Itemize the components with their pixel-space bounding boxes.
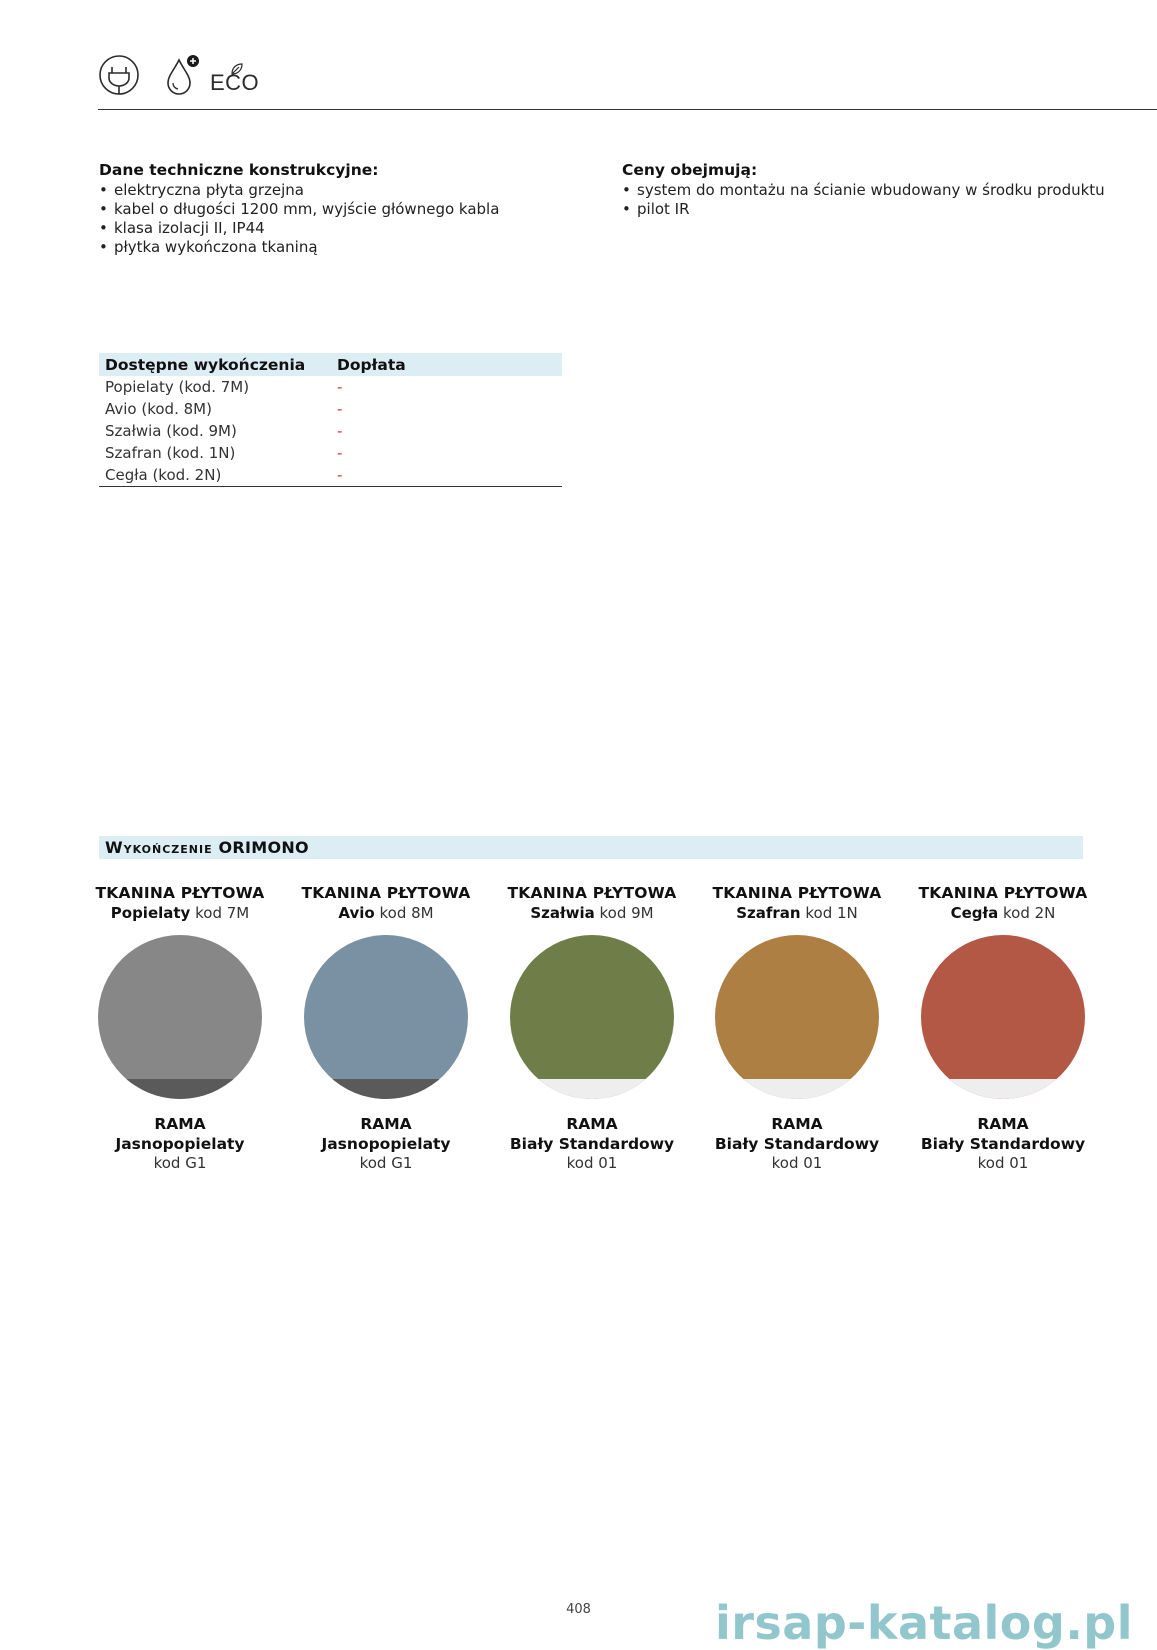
section-title — [105, 838, 309, 857]
swatch-code: kod 1N — [805, 904, 858, 922]
watermark: irsap-katalog.pl — [714, 1596, 1133, 1650]
swatch-card — [697, 883, 897, 1173]
section-title-suffix: ORIMONO — [218, 838, 309, 857]
frame-fill — [303, 1079, 469, 1100]
prices-list — [622, 181, 1105, 219]
water-drop-plus-icon — [162, 52, 202, 102]
swatch-name-line — [286, 903, 486, 923]
list-item: • klasa izolacji II, IP44 — [99, 219, 499, 238]
frame-fill — [97, 1079, 263, 1100]
page-number: 408 — [566, 1602, 591, 1617]
swatch-name-line — [80, 903, 280, 923]
header-divider — [98, 109, 1157, 110]
fabric-fill — [303, 934, 469, 1100]
swatch-card — [492, 883, 692, 1173]
list-item: • płytka wykończona tkaniną — [99, 238, 499, 257]
frame-code: kod 01 — [771, 1154, 823, 1172]
swatch-name-line — [697, 903, 897, 923]
table-row — [99, 464, 562, 487]
swatch-circle — [920, 934, 1086, 1100]
list-item: • system do montażu na ścianie wbudowany w środku produktu — [622, 181, 1105, 200]
swatch-code: kod 7M — [195, 904, 250, 922]
frame-label: RAMA — [566, 1115, 618, 1133]
prices-include — [622, 161, 1105, 219]
header-icons — [98, 52, 259, 102]
technical-data — [99, 161, 499, 257]
frame-label: RAMA — [360, 1115, 412, 1133]
header-finishes: Dostępne wykończenia — [99, 353, 331, 376]
frame-fill — [714, 1079, 880, 1100]
swatch-name: Cegła — [950, 904, 999, 922]
swatch-name: Popielaty — [110, 904, 191, 922]
finish-section-bar — [99, 836, 1083, 859]
swatch-card — [903, 883, 1103, 1173]
technical-list — [99, 181, 499, 257]
swatch-name: Szałwia — [530, 904, 595, 922]
frame-fill — [509, 1079, 675, 1100]
fabric-fill — [920, 934, 1086, 1100]
swatch-circle — [303, 934, 469, 1100]
finish-price: - — [337, 400, 343, 418]
finish-name: Szałwia (kod. 9M) — [105, 422, 237, 440]
table-header-row — [99, 353, 562, 376]
table-row — [99, 420, 562, 442]
finish-price: - — [337, 378, 343, 396]
frame-fill — [920, 1079, 1086, 1100]
swatch-name-line — [903, 903, 1103, 923]
swatch-type: TKANINA PŁYTOWA — [301, 884, 471, 902]
list-item: • pilot IR — [622, 200, 1105, 219]
header-surcharge: Dopłata — [331, 353, 562, 376]
table-row — [99, 398, 562, 420]
finish-price: - — [337, 444, 343, 462]
frame-code: kod 01 — [977, 1154, 1029, 1172]
eco-label — [210, 70, 259, 96]
finish-name: Avio (kod. 8M) — [105, 400, 212, 418]
table-row — [99, 376, 562, 398]
fabric-fill — [97, 934, 263, 1100]
swatch-card — [80, 883, 280, 1173]
frame-label: RAMA — [771, 1115, 823, 1133]
swatch-card — [286, 883, 486, 1173]
table-row — [99, 442, 562, 464]
finish-name: Popielaty (kod. 7M) — [105, 378, 250, 396]
swatch-type: TKANINA PŁYTOWA — [918, 884, 1088, 902]
swatch-code: kod 2N — [1003, 904, 1056, 922]
swatch-type: TKANINA PŁYTOWA — [507, 884, 677, 902]
swatch-name-line — [492, 903, 692, 923]
plug-icon — [98, 53, 140, 101]
section-title-prefix: Wykończenie — [105, 838, 213, 857]
finish-name: Cegła (kod. 2N) — [99, 464, 331, 487]
swatch-name: Szafran — [736, 904, 801, 922]
frame-label: RAMA — [977, 1115, 1029, 1133]
frame-name: Biały Standardowy — [714, 1135, 880, 1153]
frame-code: kod G1 — [153, 1154, 207, 1172]
swatch-code: kod 9M — [599, 904, 654, 922]
swatch-circle — [97, 934, 263, 1100]
swatch-name: Avio — [338, 904, 375, 922]
frame-name: Jasnopopielaty — [115, 1135, 245, 1153]
swatch-circle — [509, 934, 675, 1100]
list-item: • elektryczna płyta grzejna — [99, 181, 499, 200]
finish-price: - — [337, 422, 343, 440]
list-item: • kabel o długości 1200 mm, wyjście głównego kabla — [99, 200, 499, 219]
swatch-code: kod 8M — [379, 904, 434, 922]
eco-text: ECO — [210, 70, 260, 95]
fabric-fill — [509, 934, 675, 1100]
finish-name: Szafran (kod. 1N) — [105, 444, 236, 462]
swatch-type: TKANINA PŁYTOWA — [95, 884, 265, 902]
swatch-circle — [714, 934, 880, 1100]
frame-name: Biały Standardowy — [509, 1135, 675, 1153]
frame-name: Biały Standardowy — [920, 1135, 1086, 1153]
prices-title: Ceny obejmują: — [622, 161, 758, 179]
finishes-table — [99, 353, 562, 487]
fabric-fill — [714, 934, 880, 1100]
finish-price: - — [331, 464, 562, 487]
frame-code: kod G1 — [359, 1154, 413, 1172]
technical-title: Dane techniczne konstrukcyjne: — [99, 161, 379, 179]
frame-label: RAMA — [154, 1115, 206, 1133]
frame-code: kod 01 — [566, 1154, 618, 1172]
frame-name: Jasnopopielaty — [321, 1135, 451, 1153]
eco-leaf-icon — [230, 56, 244, 82]
swatch-type: TKANINA PŁYTOWA — [712, 884, 882, 902]
